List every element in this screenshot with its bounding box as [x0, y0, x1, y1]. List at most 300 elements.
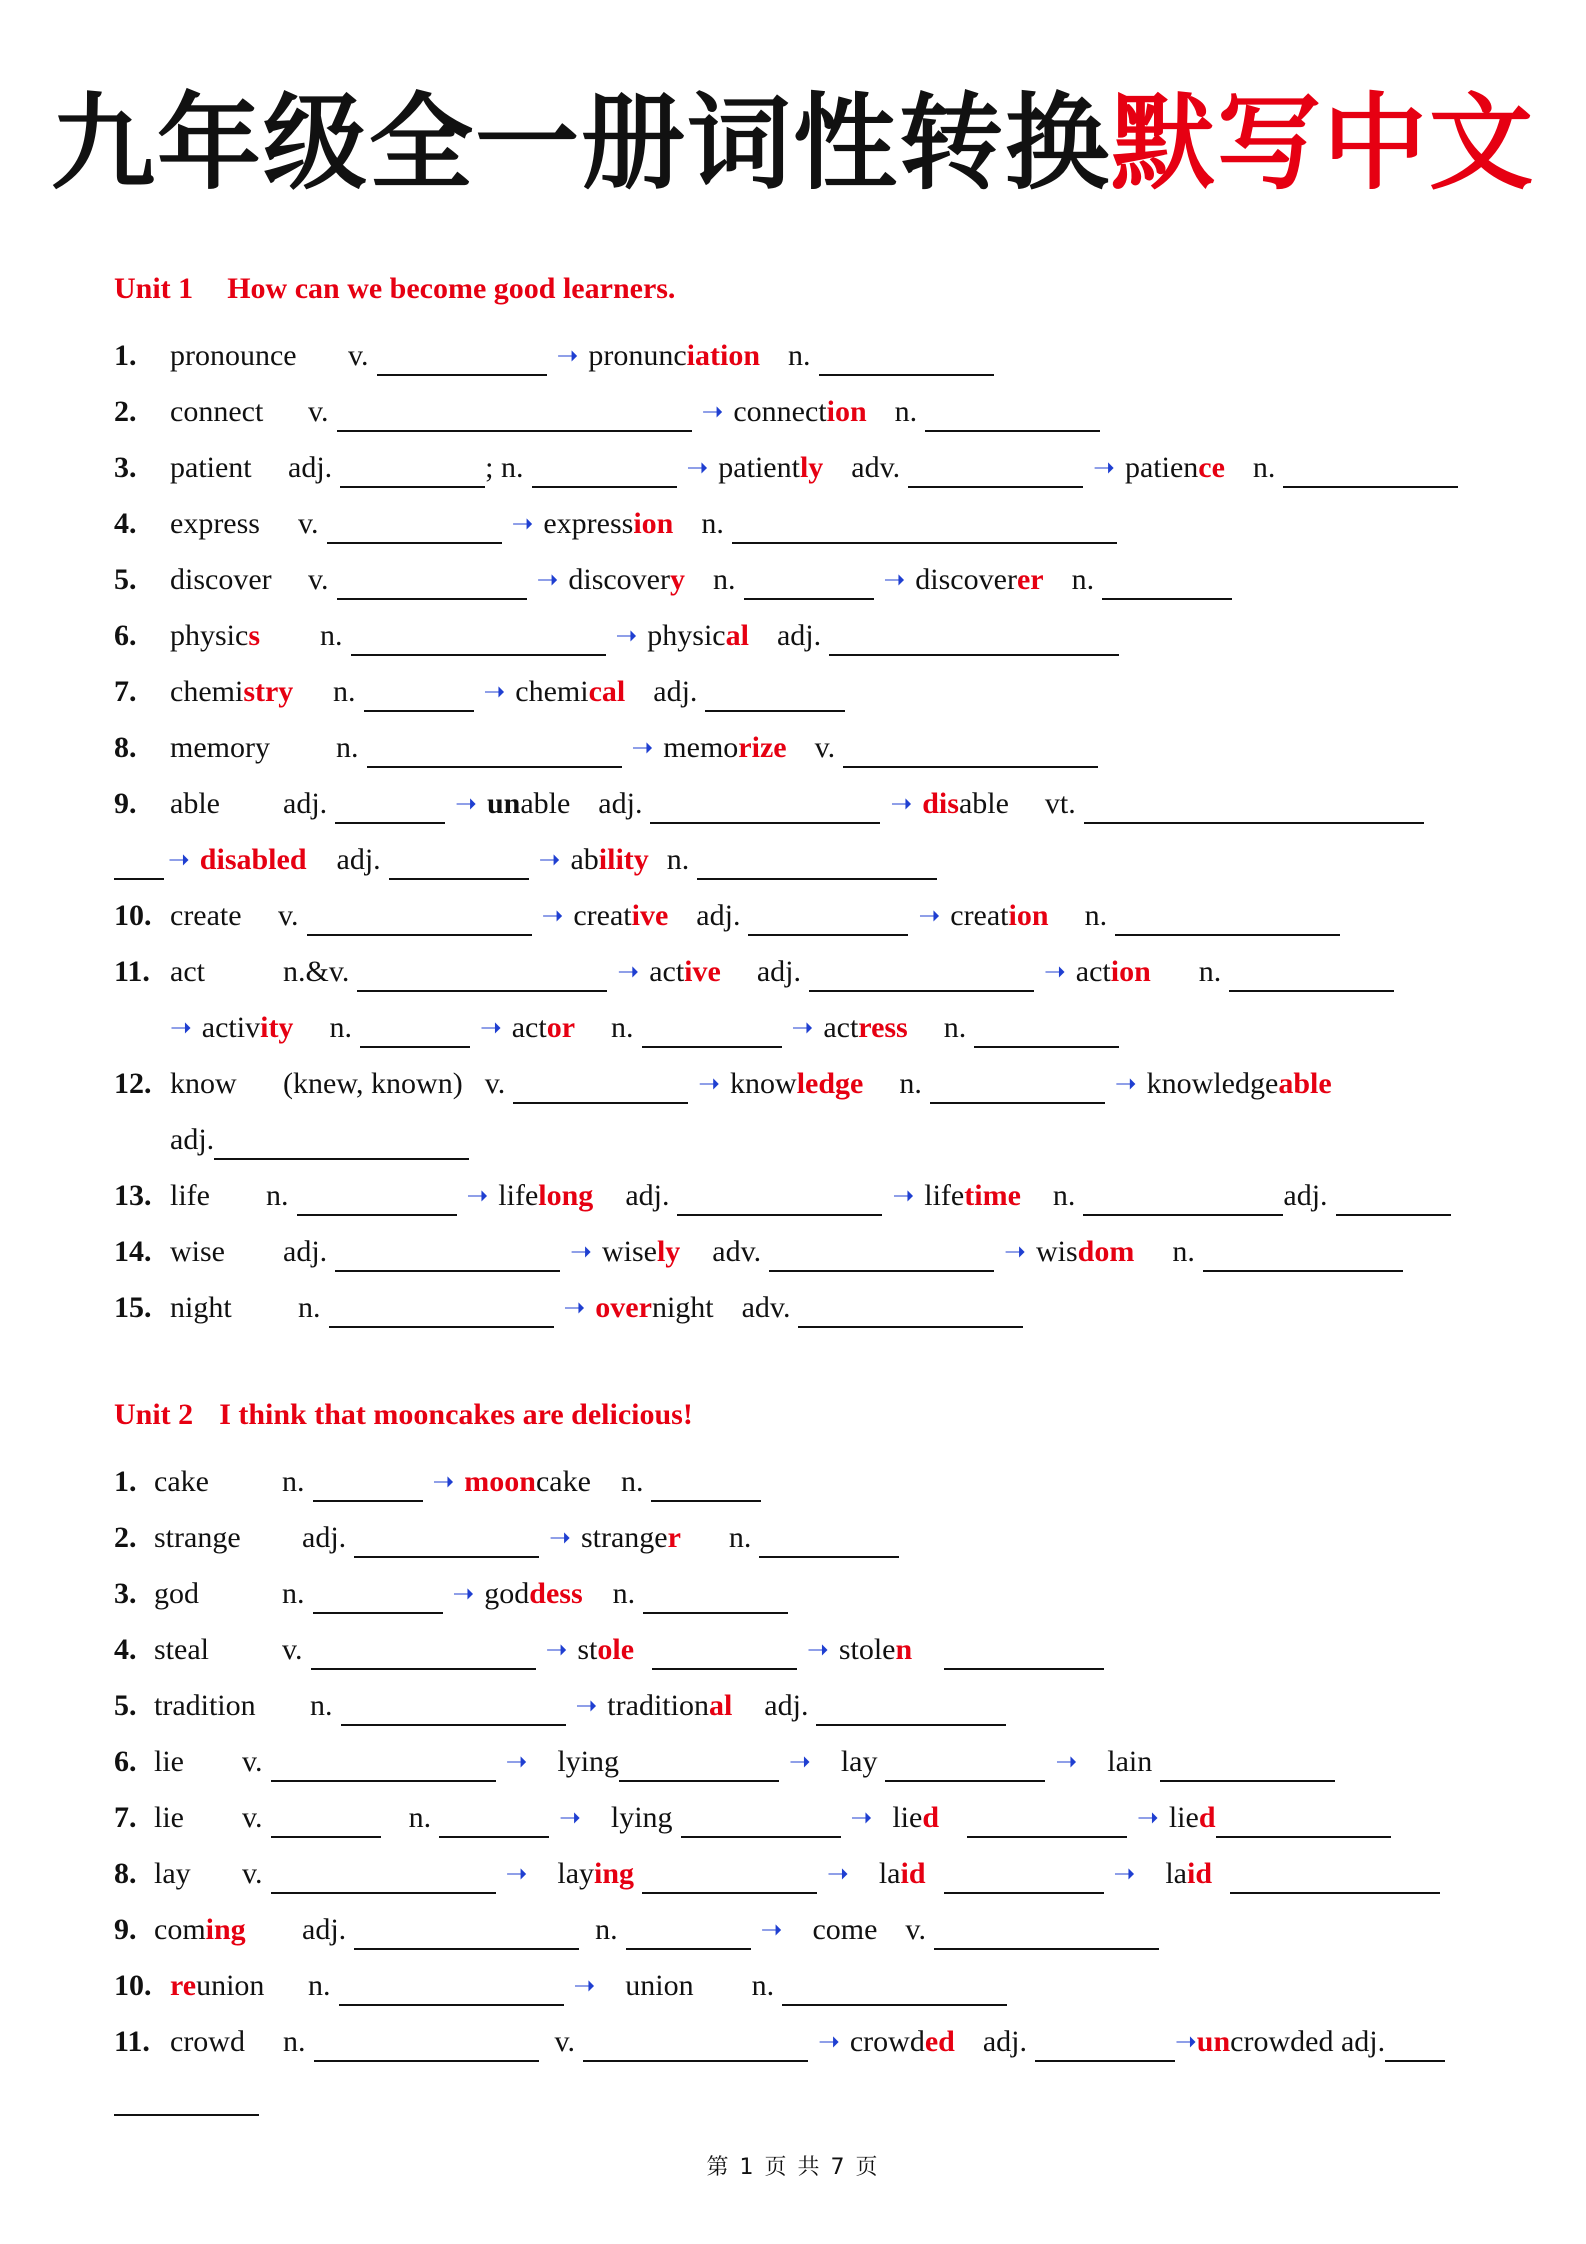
- arrow-icon: ➝: [1055, 1747, 1078, 1777]
- row-number: 8.: [114, 1857, 137, 1890]
- word: goddess: [484, 1577, 583, 1610]
- blank[interactable]: [744, 568, 874, 600]
- word: wisdom: [1035, 1235, 1135, 1268]
- pos: adj.: [336, 843, 381, 876]
- pos: n.: [1084, 899, 1108, 932]
- word: ability: [570, 843, 649, 876]
- word: physics: [170, 619, 261, 652]
- pos: n.: [310, 1689, 333, 1722]
- blank[interactable]: [1102, 568, 1232, 600]
- row-number: 1.: [114, 339, 137, 372]
- row-number: 7.: [114, 675, 137, 708]
- word: lying: [610, 1801, 673, 1834]
- row-number: 4.: [114, 1633, 137, 1666]
- blank[interactable]: [339, 1974, 564, 2006]
- unit2-heading: [114, 1398, 693, 1432]
- arrow-icon: ➝: [575, 1691, 598, 1721]
- arrow-icon: ➝: [536, 565, 559, 595]
- arrow-icon: ➝: [617, 957, 640, 987]
- pos: adj.: [283, 787, 328, 820]
- word: wise: [170, 1235, 225, 1268]
- row-number: 1.: [114, 1465, 137, 1498]
- word: patiently: [718, 451, 824, 484]
- blank[interactable]: [1283, 456, 1458, 488]
- blank[interactable]: [642, 1016, 782, 1048]
- row-number: 10.: [114, 1969, 152, 2002]
- arrow-icon: ➝: [686, 453, 709, 483]
- blank[interactable]: [974, 1016, 1119, 1048]
- u1-row-10: [114, 880, 1346, 936]
- word: overnight: [595, 1291, 714, 1324]
- pos: n.: [282, 1465, 305, 1498]
- word: stole: [577, 1633, 635, 1666]
- blank[interactable]: [532, 456, 677, 488]
- pos: n.&v.: [283, 955, 350, 988]
- pos: n.: [333, 675, 356, 708]
- word: lied: [1168, 1801, 1216, 1834]
- pos: v.: [905, 1913, 926, 1946]
- blank[interactable]: [705, 680, 845, 712]
- page-title: [0, 78, 1586, 208]
- blank[interactable]: [314, 2030, 539, 2062]
- word: create: [170, 899, 242, 932]
- word: know: [170, 1067, 237, 1100]
- pos: n.: [666, 843, 690, 876]
- row-number: 2.: [114, 395, 137, 428]
- pos: n.: [1198, 955, 1222, 988]
- word: physical: [647, 619, 749, 652]
- word: tradition: [154, 1689, 256, 1722]
- arrow-icon: ➝: [701, 397, 724, 427]
- word: stolen: [838, 1633, 913, 1666]
- arrow-icon: ➝: [1113, 1859, 1136, 1889]
- blank[interactable]: [337, 400, 692, 432]
- title-red: 默写中文: [1111, 82, 1536, 204]
- blank[interactable]: [732, 512, 1117, 544]
- word: lifelong: [498, 1179, 594, 1212]
- arrow-icon: ➝: [549, 1523, 571, 1553]
- u2-row-3: [114, 1558, 794, 1614]
- u1-row-15: [114, 1272, 1029, 1328]
- row-number: 14.: [114, 1235, 152, 1268]
- blank[interactable]: [271, 1806, 381, 1838]
- blank[interactable]: [643, 1582, 788, 1614]
- pos: adv.: [741, 1291, 791, 1324]
- word: reunion: [170, 1969, 265, 2002]
- word: chemistry: [170, 675, 294, 708]
- pos: adv.: [851, 451, 901, 484]
- blank[interactable]: [335, 1240, 560, 1272]
- arrow-icon: ➝: [850, 1803, 873, 1833]
- word: actress: [823, 1011, 908, 1044]
- pos: v.: [348, 339, 369, 372]
- word: lay: [154, 1857, 191, 1890]
- word: able: [170, 787, 220, 820]
- u2-row-6: [114, 1726, 1341, 1782]
- blank[interactable]: [439, 1806, 549, 1838]
- word: memory: [170, 731, 270, 764]
- blank[interactable]: [313, 1582, 443, 1614]
- blank[interactable]: [782, 1974, 1007, 2006]
- word: mooncake: [464, 1465, 591, 1498]
- u1-row-11-cont: [170, 992, 1125, 1048]
- pos: n.: [283, 2025, 306, 2058]
- blank[interactable]: [944, 1638, 1104, 1670]
- blank[interactable]: [214, 1128, 469, 1160]
- u1-row-14: [114, 1216, 1409, 1272]
- blank[interactable]: [313, 1470, 423, 1502]
- blank[interactable]: [650, 792, 880, 824]
- blank[interactable]: [1216, 1806, 1391, 1838]
- pos: v.: [308, 395, 329, 428]
- arrow-icon: ➝: [483, 677, 506, 707]
- word: uncrowded adj.: [1196, 2025, 1386, 2058]
- arrow-icon: ➝: [1004, 1237, 1026, 1267]
- blank[interactable]: [341, 1694, 566, 1726]
- blank[interactable]: [816, 1694, 1006, 1726]
- blank[interactable]: [114, 848, 164, 880]
- u1-row-13: [114, 1160, 1457, 1216]
- pos: n.: [1071, 563, 1095, 596]
- pos: adj.: [756, 955, 801, 988]
- arrow-icon: ➝: [170, 1013, 192, 1043]
- blank[interactable]: [1160, 1750, 1335, 1782]
- pos: n.: [329, 1011, 352, 1044]
- blank[interactable]: [798, 1296, 1023, 1328]
- row-number: 10.: [114, 899, 152, 932]
- word: pronunciation: [588, 339, 761, 372]
- blank[interactable]: [652, 1638, 797, 1670]
- pos: adj.: [288, 451, 333, 484]
- u2-row-8: [114, 1838, 1446, 1894]
- pos: ; n.: [485, 451, 524, 484]
- arrow-icon: ➝: [479, 1013, 502, 1043]
- word: life: [170, 1179, 210, 1212]
- pos: adj.: [283, 1235, 328, 1268]
- blank[interactable]: [1336, 1184, 1451, 1216]
- arrow-icon: ➝: [570, 1237, 592, 1267]
- pos: adj.: [302, 1521, 347, 1554]
- blank[interactable]: [697, 848, 937, 880]
- word: laid: [878, 1857, 926, 1890]
- blank[interactable]: [967, 1806, 1127, 1838]
- pos: n.: [788, 339, 811, 372]
- arrow-icon: ➝: [1043, 957, 1066, 987]
- arrow-icon: ➝: [807, 1635, 829, 1665]
- u1-row-3: [114, 432, 1464, 488]
- unit1-heading: [114, 272, 675, 306]
- pos: adj.: [776, 619, 822, 652]
- word: laid: [1165, 1857, 1213, 1890]
- blank[interactable]: [271, 1862, 496, 1894]
- arrow-icon: ➝: [631, 733, 654, 763]
- arrow-icon: ➝: [1137, 1803, 1159, 1833]
- pos: v.: [242, 1801, 263, 1834]
- pos: n.: [894, 395, 918, 428]
- row-number: 8.: [114, 731, 137, 764]
- arrow-icon: ➝: [1093, 453, 1115, 483]
- word: memorize: [663, 731, 787, 764]
- pos: n.: [298, 1291, 321, 1324]
- row-number: 11.: [114, 2025, 150, 2058]
- word-forms: (knew, known): [283, 1067, 463, 1100]
- u2-row-1: [114, 1446, 767, 1502]
- word: union: [625, 1969, 694, 2002]
- arrow-icon: ➝: [541, 901, 564, 931]
- blank[interactable]: [329, 1296, 554, 1328]
- arrow-icon: ➝: [892, 1181, 915, 1211]
- pos: n.: [1252, 451, 1276, 484]
- pos: n.: [611, 1011, 634, 1044]
- blank[interactable]: [311, 1638, 536, 1670]
- row-number: 5.: [114, 563, 137, 596]
- word: lay: [840, 1745, 878, 1778]
- u1-row-9: [114, 768, 1430, 824]
- word: traditional: [607, 1689, 733, 1722]
- row-number: 9.: [114, 787, 137, 820]
- word: lain: [1107, 1745, 1153, 1778]
- arrow-icon: ➝: [538, 845, 561, 875]
- arrow-icon: ➝: [168, 845, 190, 875]
- pos: n.: [713, 563, 736, 596]
- word: discover: [170, 563, 272, 596]
- arrow-icon: ➝: [890, 789, 913, 819]
- word: creative: [573, 899, 669, 932]
- blank[interactable]: [364, 680, 474, 712]
- arrow-icon: ➝: [698, 1069, 721, 1099]
- blank[interactable]: [1035, 2030, 1175, 2062]
- word: laying: [557, 1857, 635, 1890]
- u2-row-11-cont: [114, 2060, 265, 2116]
- u1-row-6: [114, 600, 1125, 656]
- pos: n.: [282, 1577, 305, 1610]
- blank[interactable]: [114, 2084, 259, 2116]
- pos: v.: [554, 2025, 576, 2058]
- u1-row-8: [114, 712, 1104, 768]
- blank[interactable]: [930, 1072, 1105, 1104]
- pos: vt.: [1044, 787, 1076, 820]
- blank[interactable]: [1385, 2030, 1445, 2062]
- pos: adj.: [982, 2025, 1027, 2058]
- u2-row-9: [114, 1894, 1165, 1950]
- blank[interactable]: [513, 1072, 688, 1104]
- word: lie: [154, 1801, 184, 1834]
- pos: adj.: [764, 1689, 809, 1722]
- blank[interactable]: [583, 2030, 808, 2062]
- word: pronounce: [170, 339, 297, 372]
- arrow-icon: ➝: [432, 1467, 455, 1497]
- word: stranger: [580, 1521, 681, 1554]
- blank[interactable]: [1203, 1240, 1403, 1272]
- arrow-icon: ➝: [505, 1747, 528, 1777]
- blank[interactable]: [626, 1918, 751, 1950]
- row-number: 7.: [114, 1801, 137, 1834]
- arrow-icon: ➝: [511, 509, 534, 539]
- u2-row-10: [114, 1950, 1013, 2006]
- blank[interactable]: [360, 1016, 470, 1048]
- row-number: 2.: [114, 1521, 137, 1554]
- blank[interactable]: [340, 456, 485, 488]
- pos: v.: [282, 1633, 303, 1666]
- row-number: 6.: [114, 1745, 137, 1778]
- pos: v.: [308, 563, 329, 596]
- row-number: 11.: [114, 955, 150, 988]
- pos: n.: [320, 619, 343, 652]
- blank[interactable]: [297, 1184, 457, 1216]
- blank[interactable]: [1229, 960, 1394, 992]
- blank[interactable]: [1115, 904, 1340, 936]
- pos: n.: [728, 1521, 752, 1554]
- word: lied: [892, 1801, 940, 1834]
- blank[interactable]: [681, 1806, 841, 1838]
- word: disable: [922, 787, 1009, 820]
- u1-row-9-cont: [114, 824, 943, 880]
- word: night: [170, 1291, 232, 1324]
- blank[interactable]: [354, 1918, 579, 1950]
- pos: n.: [620, 1465, 644, 1498]
- u2-row-7: [114, 1782, 1397, 1838]
- word: active: [649, 955, 721, 988]
- word: activity: [201, 1011, 294, 1044]
- blank[interactable]: [1084, 792, 1424, 824]
- word: chemical: [515, 675, 626, 708]
- blank[interactable]: [769, 1240, 994, 1272]
- word: patient: [170, 451, 252, 484]
- word: action: [1075, 955, 1151, 988]
- blank[interactable]: [819, 344, 994, 376]
- pos: n.: [595, 1913, 618, 1946]
- arrow-icon: ➝: [505, 1859, 528, 1889]
- word: come: [812, 1913, 878, 1946]
- blank[interactable]: [1083, 1184, 1283, 1216]
- pos: n.: [751, 1969, 775, 2002]
- blank[interactable]: [843, 736, 1098, 768]
- pos: v.: [278, 899, 299, 932]
- blank[interactable]: [1230, 1862, 1440, 1894]
- pos: adj.: [653, 675, 698, 708]
- blank[interactable]: [389, 848, 529, 880]
- page-footer: 第 1 页 共 7 页: [706, 2155, 880, 2180]
- word: connect: [170, 395, 264, 428]
- word: disabled: [199, 843, 307, 876]
- title-black: 九年级全一册词性转换: [50, 82, 1111, 204]
- blank[interactable]: [357, 960, 607, 992]
- arrow-icon: ➝: [559, 1803, 581, 1833]
- pos: n.: [308, 1969, 331, 2002]
- blank[interactable]: [377, 344, 547, 376]
- pos: n.: [701, 507, 724, 540]
- word: lying: [557, 1745, 620, 1778]
- arrow-icon: ➝: [818, 2027, 840, 2057]
- pos: v.: [484, 1067, 506, 1100]
- unit2-title: I think that mooncakes are delicious!: [219, 1398, 693, 1431]
- row-number: 3.: [114, 1577, 137, 1610]
- blank[interactable]: [944, 1862, 1104, 1894]
- word: strange: [154, 1521, 241, 1554]
- blank[interactable]: [759, 1526, 899, 1558]
- blank[interactable]: [748, 904, 908, 936]
- row-number: 9.: [114, 1913, 137, 1946]
- unit2-label: Unit 2: [114, 1398, 194, 1431]
- blank[interactable]: [908, 456, 1083, 488]
- pos: v.: [242, 1857, 263, 1890]
- pos: n.: [943, 1011, 967, 1044]
- blank[interactable]: [809, 960, 1034, 992]
- row-number: 12.: [114, 1067, 152, 1100]
- pos: n.: [899, 1067, 922, 1100]
- pos: adj.: [302, 1913, 347, 1946]
- blank[interactable]: [642, 1862, 817, 1894]
- word: crowd: [170, 2025, 245, 2058]
- pos: v.: [814, 731, 836, 764]
- pos: n.: [612, 1577, 636, 1610]
- blank[interactable]: [619, 1750, 779, 1782]
- word: unable: [486, 787, 571, 820]
- row-number: 13.: [114, 1179, 152, 1212]
- blank[interactable]: [367, 736, 622, 768]
- unit1-title: How can we become good learners.: [227, 272, 676, 305]
- u1-row-5: [114, 544, 1238, 600]
- arrow-icon: ➝: [573, 1971, 596, 2001]
- arrow-icon: ➝: [791, 1013, 814, 1043]
- pos: v.: [298, 507, 319, 540]
- blank[interactable]: [354, 1526, 539, 1558]
- word: god: [154, 1577, 199, 1610]
- blank[interactable]: [925, 400, 1100, 432]
- word: discoverer: [915, 563, 1044, 596]
- arrow-icon: ➝: [1175, 2027, 1197, 2057]
- u1-row-7: [114, 656, 851, 712]
- blank[interactable]: [307, 904, 532, 936]
- blank[interactable]: [677, 1184, 882, 1216]
- pos: adj.: [696, 899, 741, 932]
- pos: n.: [1052, 1179, 1076, 1212]
- arrow-icon: ➝: [556, 341, 579, 371]
- blank[interactable]: [337, 568, 527, 600]
- word: lie: [154, 1745, 184, 1778]
- u1-row-2: [114, 376, 1106, 432]
- row-number: 15.: [114, 1291, 152, 1324]
- blank[interactable]: [885, 1750, 1045, 1782]
- pos: adj.: [598, 787, 643, 820]
- blank[interactable]: [934, 1918, 1159, 1950]
- blank[interactable]: [651, 1470, 761, 1502]
- blank[interactable]: [829, 624, 1119, 656]
- blank[interactable]: [327, 512, 502, 544]
- word: knowledge: [730, 1067, 864, 1100]
- arrow-icon: ➝: [760, 1915, 783, 1945]
- u2-row-4: [114, 1614, 1110, 1670]
- blank[interactable]: [271, 1750, 496, 1782]
- pos: adj.: [170, 1123, 215, 1156]
- word: knowledgeable: [1146, 1067, 1332, 1100]
- word: patience: [1124, 451, 1225, 484]
- blank[interactable]: [335, 792, 445, 824]
- pos: n.: [1172, 1235, 1195, 1268]
- pos: v.: [242, 1745, 263, 1778]
- unit1-label: Unit 1: [114, 272, 194, 305]
- row-number: 5.: [114, 1689, 137, 1722]
- arrow-icon: ➝: [789, 1747, 811, 1777]
- word: creation: [950, 899, 1049, 932]
- arrow-icon: ➝: [615, 621, 638, 651]
- arrow-icon: ➝: [452, 1579, 475, 1609]
- word: act: [170, 955, 205, 988]
- blank[interactable]: [351, 624, 606, 656]
- pos: adj.: [1283, 1179, 1328, 1212]
- u2-row-5: [114, 1670, 1012, 1726]
- pos: adv.: [712, 1235, 762, 1268]
